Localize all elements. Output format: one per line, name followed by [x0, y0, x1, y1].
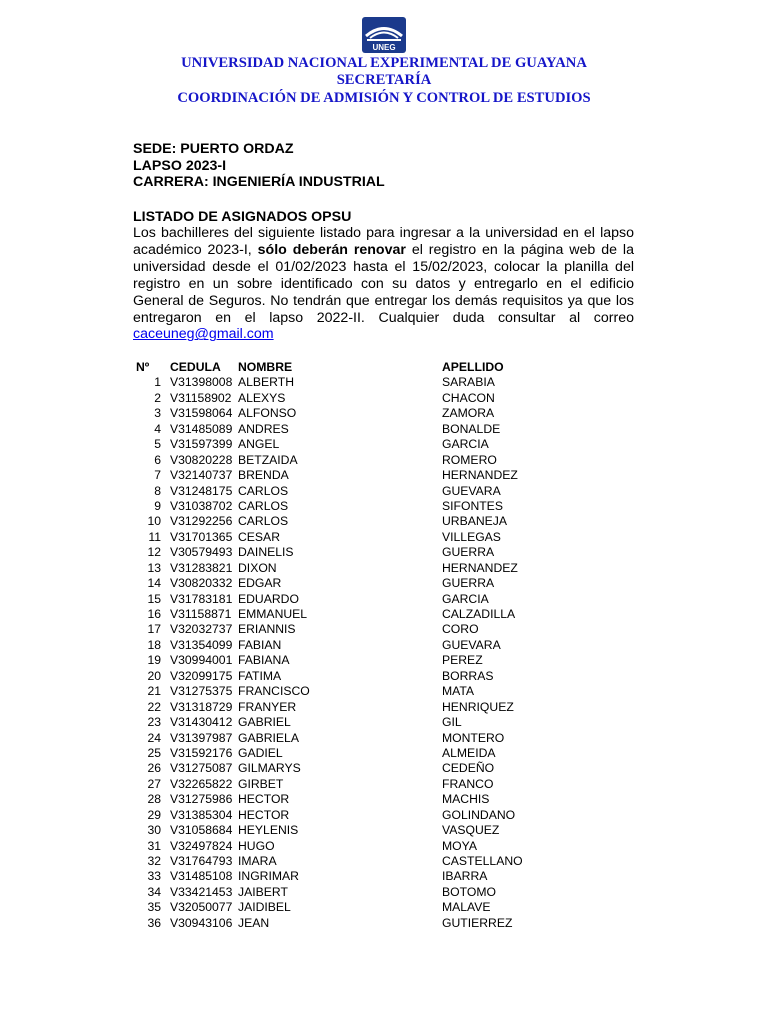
- row-apellido: SIFONTES: [442, 498, 503, 513]
- row-apellido: VASQUEZ: [442, 823, 500, 838]
- row-number: 8: [154, 483, 161, 498]
- coordination-name: COORDINACIÓN DE ADMISIÓN Y CONTROL DE ESTUDIOS: [177, 90, 591, 106]
- row-number: 29: [147, 807, 161, 822]
- row-number: 14: [147, 576, 161, 591]
- university-name: UNIVERSIDAD NACIONAL EXPERIMENTAL DE GUAYANA: [181, 55, 587, 71]
- carrera-label: CARRERA: INGENIERÍA INDUSTRIAL: [133, 174, 385, 190]
- row-apellido: FRANCO: [442, 776, 494, 791]
- row-cedula: V31398008: [170, 375, 233, 390]
- notice-paragraph: [133, 225, 634, 343]
- row-number: 20: [147, 668, 161, 683]
- listing-meta: [133, 141, 385, 191]
- header-apellido: APELLIDO: [442, 360, 504, 374]
- row-nombre: DIXON: [238, 560, 277, 575]
- row-cedula: V32032737: [170, 622, 233, 637]
- row-nombre: IMARA: [238, 854, 277, 868]
- row-number: 36: [147, 915, 161, 930]
- row-cedula: V31764793: [170, 854, 233, 868]
- row-apellido: GIL: [442, 715, 462, 730]
- row-apellido: ALMEIDA: [442, 745, 496, 760]
- row-cedula: V31275375: [170, 684, 233, 699]
- row-apellido: BOTOMO: [442, 884, 496, 899]
- row-cedula: V30994001: [170, 653, 233, 668]
- row-apellido: CALZADILLA: [442, 607, 516, 621]
- sede-label: SEDE: PUERTO ORDAZ: [133, 141, 294, 157]
- row-nombre: FATIMA: [238, 668, 282, 683]
- row-apellido: GOLINDANO: [442, 807, 516, 822]
- row-number: 18: [147, 637, 161, 652]
- row-nombre: EMMANUEL: [238, 607, 308, 621]
- row-number: 10: [147, 514, 161, 529]
- header-cedula: CEDULA: [170, 360, 221, 374]
- row-nombre: FRANYER: [238, 699, 297, 714]
- row-nombre: EDUARDO: [238, 591, 299, 606]
- logo-text: UNEG: [372, 43, 396, 52]
- row-cedula: V31354099: [170, 637, 233, 652]
- row-number: 2: [154, 390, 161, 405]
- row-cedula: V31038702: [170, 498, 233, 513]
- row-number: 28: [147, 792, 161, 807]
- row-cedula: V31058684: [170, 823, 233, 838]
- row-apellido: GUERRA: [442, 545, 495, 560]
- row-nombre: BETZAIDA: [238, 452, 298, 467]
- row-cedula: V30579493: [170, 545, 233, 560]
- row-cedula: V31597399: [170, 437, 233, 452]
- header-number: Nº: [136, 360, 150, 374]
- row-number: 31: [147, 838, 161, 853]
- row-apellido: MONTERO: [442, 730, 505, 745]
- row-cedula: V31592176: [170, 745, 233, 760]
- row-cedula: V33421453: [170, 884, 233, 899]
- row-apellido: IBARRA: [442, 869, 488, 884]
- notice-text-1: Los bachilleres del siguiente listado para ingresar a la universidad en el lapso académico 2023-I,: [133, 225, 634, 258]
- row-apellido: GUERRA: [442, 576, 495, 591]
- row-nombre: FRANCISCO: [238, 684, 310, 699]
- row-apellido: CEDEÑO: [442, 761, 495, 776]
- row-apellido: ZAMORA: [442, 406, 495, 421]
- row-number: 33: [147, 869, 161, 884]
- row-nombre: JAIBERT: [238, 884, 288, 899]
- row-apellido: URBANEJA: [442, 514, 508, 529]
- row-cedula: V31275087: [170, 761, 233, 776]
- row-nombre: BRENDA: [238, 468, 289, 483]
- row-number: 17: [147, 622, 161, 637]
- row-number: 13: [147, 560, 161, 575]
- row-cedula: V31430412: [170, 715, 233, 730]
- row-nombre: ALFONSO: [238, 406, 297, 421]
- listing-title: LISTADO DE ASIGNADOS OPSU: [133, 209, 352, 225]
- row-number: 25: [147, 745, 161, 760]
- row-number: 30: [147, 823, 161, 838]
- row-cedula: V31318729: [170, 699, 233, 714]
- row-number: 26: [147, 761, 161, 776]
- row-number: 12: [147, 545, 161, 560]
- department-name: SECRETARÍA: [336, 72, 432, 88]
- row-number: 16: [147, 607, 161, 621]
- row-number: 3: [154, 406, 161, 421]
- row-number: 34: [147, 884, 161, 899]
- row-apellido: SARABIA: [442, 375, 495, 390]
- row-cedula: V30820332: [170, 576, 233, 591]
- row-cedula: V31283821: [170, 560, 233, 575]
- row-number: 35: [147, 900, 161, 915]
- row-nombre: JEAN: [238, 915, 270, 930]
- row-nombre: GABRIELA: [238, 730, 299, 745]
- row-nombre: ALBERTH: [238, 375, 294, 390]
- row-number: 22: [147, 699, 161, 714]
- row-number: 23: [147, 715, 161, 730]
- row-cedula: V31701365: [170, 529, 233, 544]
- row-number: 15: [147, 591, 161, 606]
- row-apellido: MACHIS: [442, 792, 490, 807]
- row-nombre: CESAR: [238, 529, 280, 544]
- row-nombre: CARLOS: [238, 514, 289, 529]
- row-cedula: V32050077: [170, 900, 233, 915]
- row-apellido: MATA: [442, 684, 475, 699]
- row-nombre: ALEXYS: [238, 390, 286, 405]
- row-number: 7: [154, 468, 161, 483]
- row-nombre: HEYLENIS: [238, 823, 299, 838]
- row-number: 4: [154, 421, 161, 436]
- row-nombre: GILMARYS: [238, 761, 301, 776]
- row-nombre: INGRIMAR: [238, 869, 299, 884]
- row-number: 27: [147, 776, 161, 791]
- row-apellido: BONALDE: [442, 421, 501, 436]
- row-cedula: V31158902: [170, 390, 232, 405]
- row-number: 1: [154, 375, 161, 390]
- row-nombre: ANGEL: [238, 437, 280, 452]
- row-cedula: V31485108: [170, 869, 233, 884]
- row-cedula: V32265822: [170, 776, 233, 791]
- row-nombre: CARLOS: [238, 498, 289, 513]
- row-apellido: MOYA: [442, 838, 477, 853]
- row-cedula: V30943106: [170, 915, 233, 930]
- row-number: 11: [148, 529, 161, 544]
- contact-email-link[interactable]: caceuneg@gmail.com: [133, 326, 274, 343]
- row-number: 24: [147, 730, 161, 745]
- institution-header: [0, 55, 768, 107]
- row-cedula: V32497824: [170, 838, 233, 853]
- row-nombre: JAIDIBEL: [238, 900, 291, 915]
- row-nombre: FABIANA: [238, 653, 290, 668]
- row-nombre: GIRBET: [238, 776, 284, 791]
- row-apellido: PEREZ: [442, 653, 483, 668]
- row-nombre: DAINELIS: [238, 545, 294, 560]
- row-cedula: V31275986: [170, 792, 233, 807]
- row-cedula: V31158871: [170, 607, 232, 621]
- row-nombre: FABIAN: [238, 637, 282, 652]
- row-apellido: GARCIA: [442, 591, 489, 606]
- row-apellido: GUTIERREZ: [442, 915, 513, 930]
- row-cedula: V31397987: [170, 730, 233, 745]
- row-nombre: HECTOR: [238, 792, 290, 807]
- row-apellido: GUEVARA: [442, 637, 501, 652]
- row-apellido: CORO: [442, 622, 479, 637]
- row-nombre: GADIEL: [238, 745, 283, 760]
- row-nombre: ERIANNIS: [238, 622, 296, 637]
- notice-text-2: el registro en la página web de la universidad desde el 01/02/2023 hasta el 15/02/2023, colocar la planilla del registro en un sobre identificado con su datos y entregarlo en el edificio General de Seguros. No tendrán que entregar los demás requisitos ya que los entregaron en el lapso 2022-II. Cualquier duda consultar al correo: [133, 241, 634, 326]
- row-number: 21: [147, 684, 161, 699]
- row-cedula: V30820228: [170, 452, 233, 467]
- row-apellido: GARCIA: [442, 437, 489, 452]
- row-cedula: V31292256: [170, 514, 233, 529]
- row-apellido: CASTELLANO: [442, 854, 523, 868]
- row-number: 19: [147, 653, 161, 668]
- row-cedula: V32140737: [170, 468, 233, 483]
- row-nombre: EDGAR: [238, 576, 282, 591]
- row-nombre: CARLOS: [238, 483, 289, 498]
- row-cedula: V31385304: [170, 807, 233, 822]
- notice-bold-text: sólo deberán renovar: [257, 241, 406, 258]
- uneg-logo-icon: [361, 16, 407, 54]
- row-apellido: BORRAS: [442, 668, 494, 683]
- header-nombre: NOMBRE: [238, 360, 293, 374]
- row-nombre: GABRIEL: [238, 715, 291, 730]
- row-nombre: HUGO: [238, 838, 275, 853]
- row-number: 5: [154, 437, 161, 452]
- row-number: 9: [154, 498, 161, 513]
- row-nombre: HECTOR: [238, 807, 290, 822]
- row-cedula: V31248175: [170, 483, 233, 498]
- row-apellido: MALAVE: [442, 900, 491, 915]
- lapso-label: LAPSO 2023-I: [133, 157, 227, 174]
- row-cedula: V31598064: [170, 406, 233, 421]
- row-number: 32: [147, 854, 161, 868]
- row-nombre: ANDRES: [238, 421, 289, 436]
- row-number: 6: [154, 452, 161, 467]
- row-apellido: GUEVARA: [442, 483, 501, 498]
- row-apellido: VILLEGAS: [442, 529, 501, 544]
- row-cedula: V32099175: [170, 668, 233, 683]
- row-apellido: HERNANDEZ: [442, 560, 518, 575]
- row-cedula: V31783181: [170, 591, 233, 606]
- row-apellido: HERNANDEZ: [442, 468, 518, 483]
- row-apellido: CHACON: [442, 390, 495, 405]
- row-apellido: ROMERO: [442, 452, 497, 467]
- row-cedula: V31485089: [170, 421, 233, 436]
- row-apellido: HENRIQUEZ: [442, 699, 514, 714]
